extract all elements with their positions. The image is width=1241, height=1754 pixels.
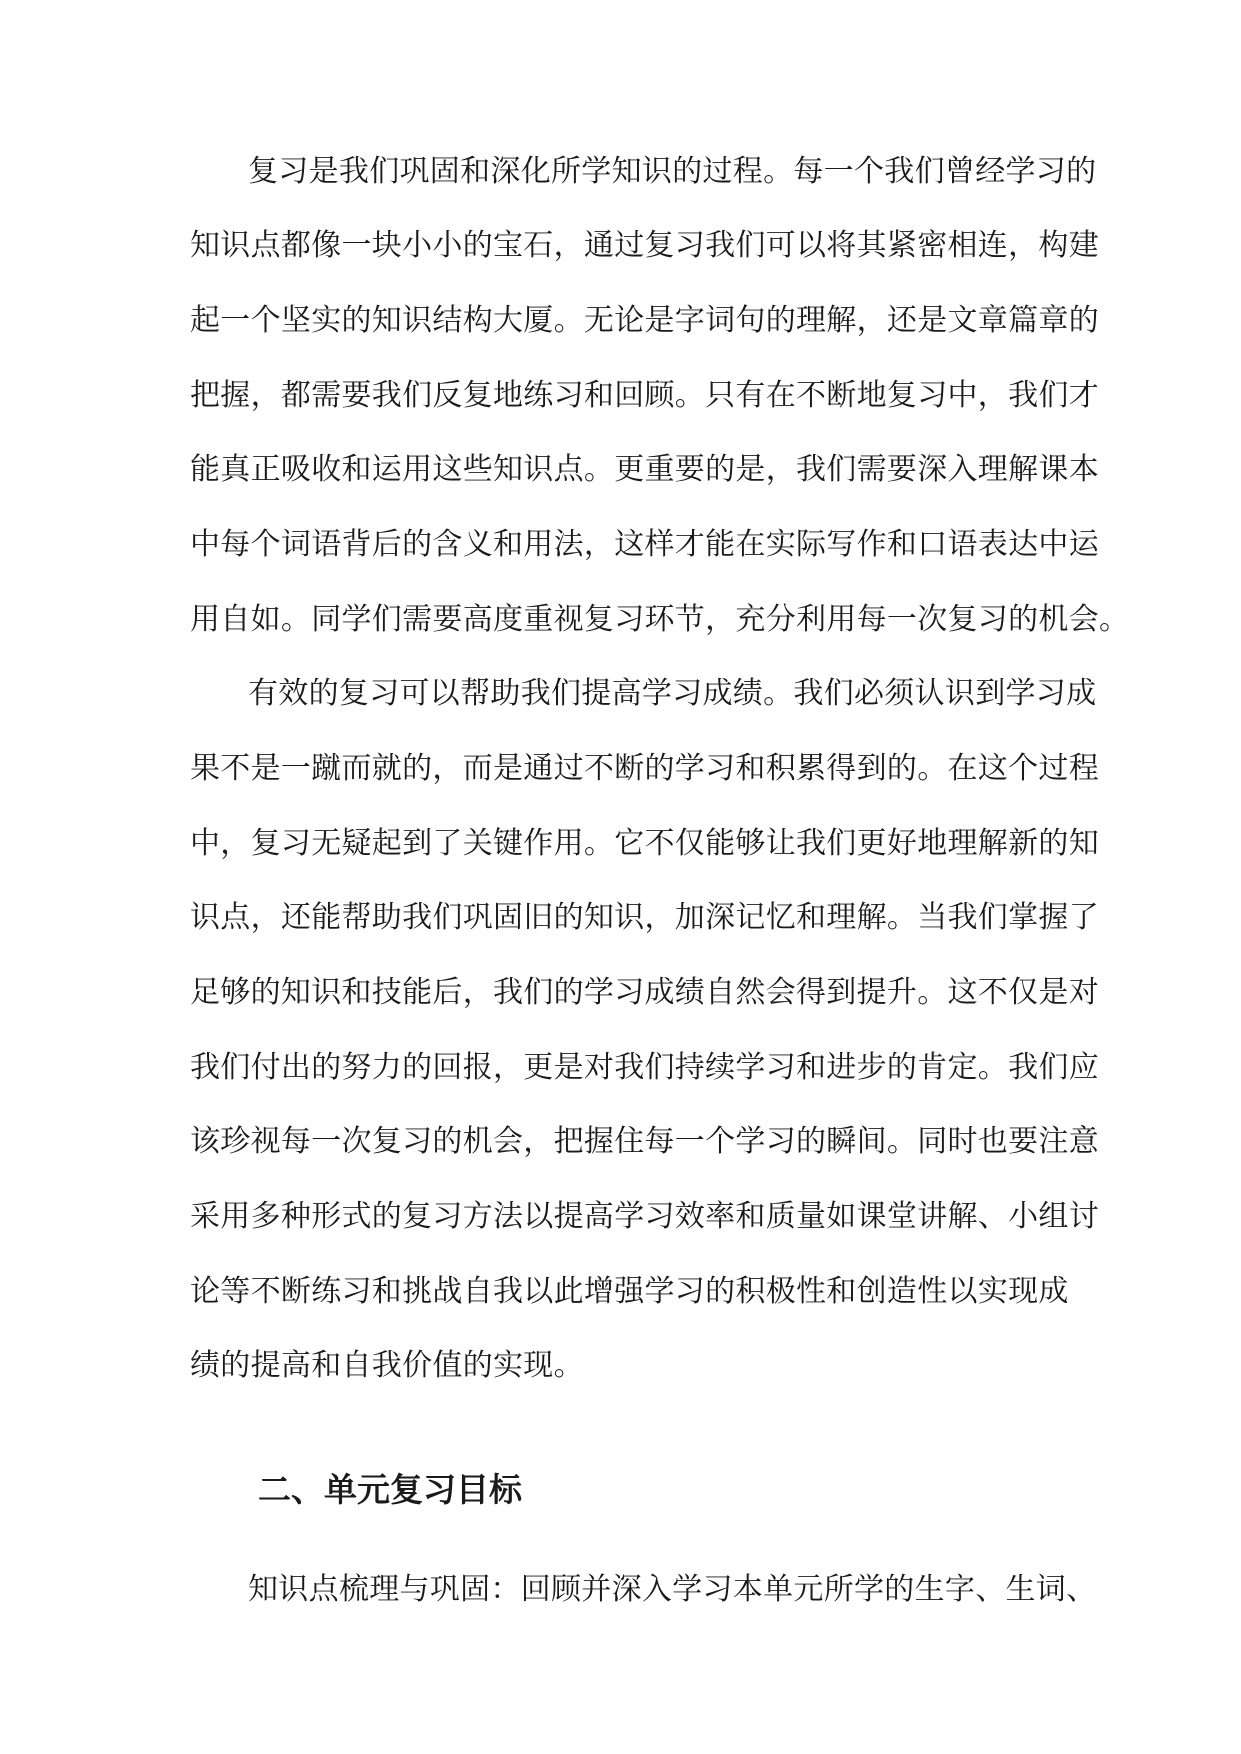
paragraph-1-line-6: 中每个词语背后的含义和用法，这样才能在实际写作和口语表达中运 [190, 527, 1099, 562]
paragraph-2-line-3: 中，复习无疑起到了关键作用。它不仅能够让我们更好地理解新的知 [190, 826, 1099, 861]
section-heading: 二、单元复习目标 [258, 1470, 522, 1509]
paragraph-1-line-2: 知识点都像一块小小的宝石，通过复习我们可以将其紧密相连，构建 [190, 228, 1099, 263]
paragraph-2-line-2: 果不是一蹴而就的，而是通过不断的学习和积累得到的。在这个过程 [190, 751, 1099, 786]
paragraph-1-line-4: 把握，都需要我们反复地练习和回顾。只有在不断地复习中，我们才 [190, 378, 1099, 413]
paragraph-2-line-1: 有效的复习可以帮助我们提高学习成绩。我们必须认识到学习成 [248, 676, 1097, 711]
paragraph-1-line-5: 能真正吸收和运用这些知识点。更重要的是，我们需要深入理解课本 [190, 452, 1099, 487]
paragraph-2-line-5: 足够的知识和技能后，我们的学习成绩自然会得到提升。这不仅是对 [190, 975, 1099, 1010]
paragraph-1-line-7: 用自如。同学们需要高度重视复习环节，充分利用每一次复习的机会。 [190, 602, 1130, 637]
paragraph-3-line-1: 知识点梳理与巩固：回顾并深入学习本单元所学的生字、生词、 [248, 1572, 1097, 1607]
paragraph-2-line-10: 绩的提高和自我价值的实现。 [190, 1348, 584, 1383]
paragraph-1-line-3: 起一个坚实的知识结构大厦。无论是字词句的理解，还是文章篇章的 [190, 303, 1099, 338]
paragraph-2-line-4: 识点，还能帮助我们巩固旧的知识，加深记忆和理解。当我们掌握了 [190, 900, 1099, 935]
paragraph-2-line-8: 采用多种形式的复习方法以提高学习效率和质量如课堂讲解、小组讨 [190, 1199, 1099, 1234]
paragraph-2-line-6: 我们付出的努力的回报，更是对我们持续学习和进步的肯定。我们应 [190, 1050, 1099, 1085]
paragraph-2-line-7: 该珍视每一次复习的机会，把握住每一个学习的瞬间。同时也要注意 [190, 1124, 1099, 1159]
paragraph-2-line-9: 论等不断练习和挑战自我以此增强学习的积极性和创造性以实现成 [190, 1274, 1069, 1309]
paragraph-1-line-1: 复习是我们巩固和深化所学知识的过程。每一个我们曾经学习的 [248, 154, 1097, 189]
